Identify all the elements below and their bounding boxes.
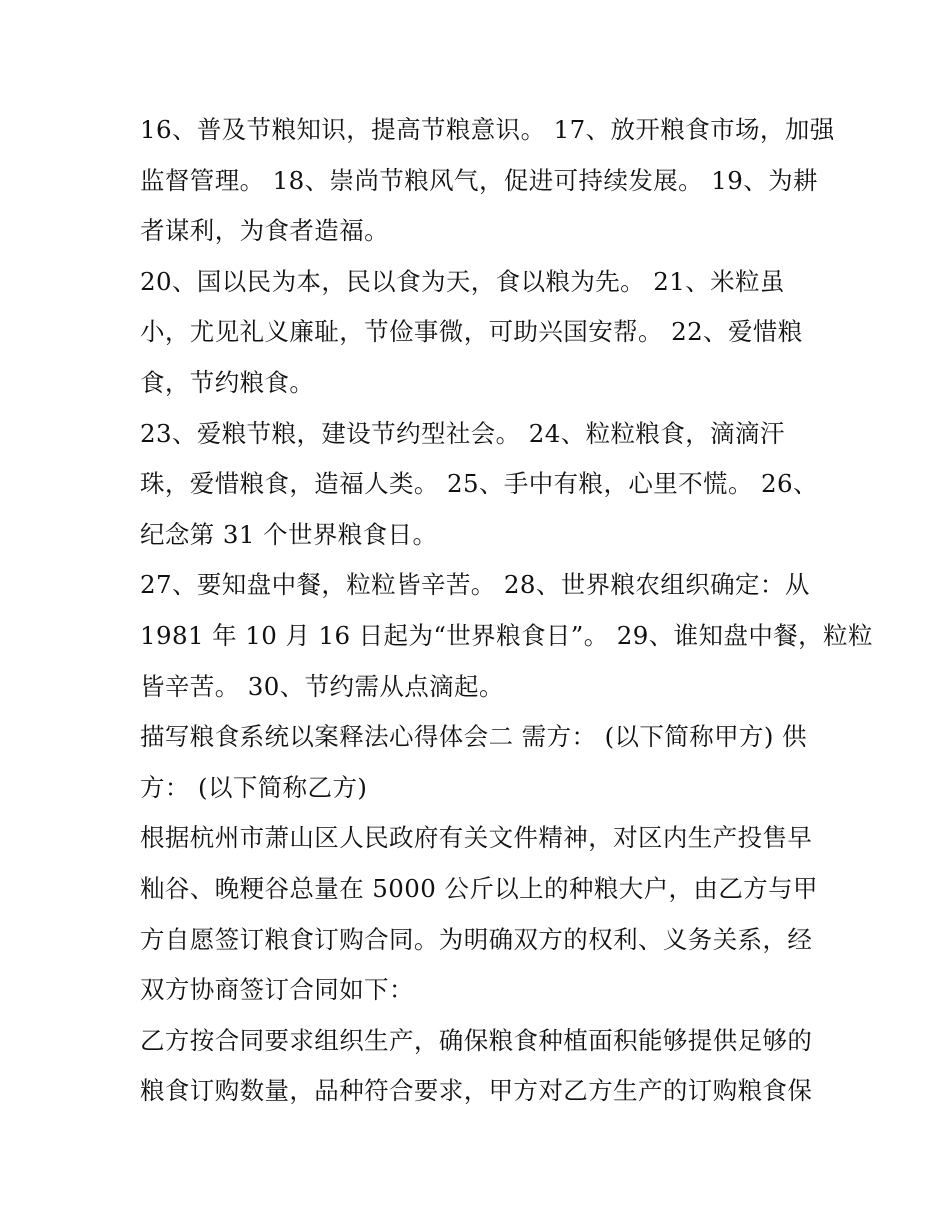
text-line: 16、普及节粮知识，提高节粮意识。 17、放开粮食市场，加强 [140,115,835,144]
text-line: 皆辛苦。 30、节约需从点滴起。 [140,671,504,701]
text-line: 食，节约粮食。 [140,367,315,397]
text-line: 描写粮食系统以案释法心得体会二 需方： (以下简称甲方) 供 [140,722,807,752]
text-line: 双方协商签订合同如下： [140,975,414,1005]
text-line: 方： (以下简称乙方) [140,772,368,802]
text-line: 监督管理。 18、崇尚节粮风气，促进可持续发展。 19、为耕 [140,165,818,195]
text-line: 23、爱粮节粮，建设节约型社会。 24、粒粒粮食，滴滴汗 [140,418,785,448]
text-line: 27、要知盘中餐，粒粒皆辛苦。 28、世界粮农组织确定：从 [140,570,810,600]
text-line: 根据杭州市萧山区人民政府有关文件精神，对区内生产投售早 [140,823,813,853]
text-line: 珠，爱惜粮食，造福人类。 25、手中有粮，心里不慌。 26、 [140,469,818,499]
text-line: 者谋利，为食者造福。 [140,216,389,246]
text-line: 乙方按合同要求组织生产，确保粮食种植面积能够提供足够的 [140,1025,813,1055]
text-line: 籼谷、晚粳谷总量在 5000 公斤以上的种粮大户，由乙方与甲 [140,873,818,903]
text-line: 方自愿签订粮食订购合同。为明确双方的权利、义务关系，经 [140,924,813,954]
text-line: 1981 年 10 月 16 日起为“世界粮食日”。 29、谁知盘中餐，粒粒 [140,620,873,650]
text-line: 小，尤见礼义廉耻，节俭事微，可助兴国安帮。 22、爱惜粮 [140,317,803,347]
text-line: 纪念第 31 个世界粮食日。 [140,519,438,549]
document-body [140,105,873,1117]
text-line: 20、国以民为本，民以食为天，食以粮为先。 21、米粒虽 [140,266,785,296]
text-line: 粮食订购数量，品种符合要求，甲方对乙方生产的订购粮食保 [140,1076,813,1106]
